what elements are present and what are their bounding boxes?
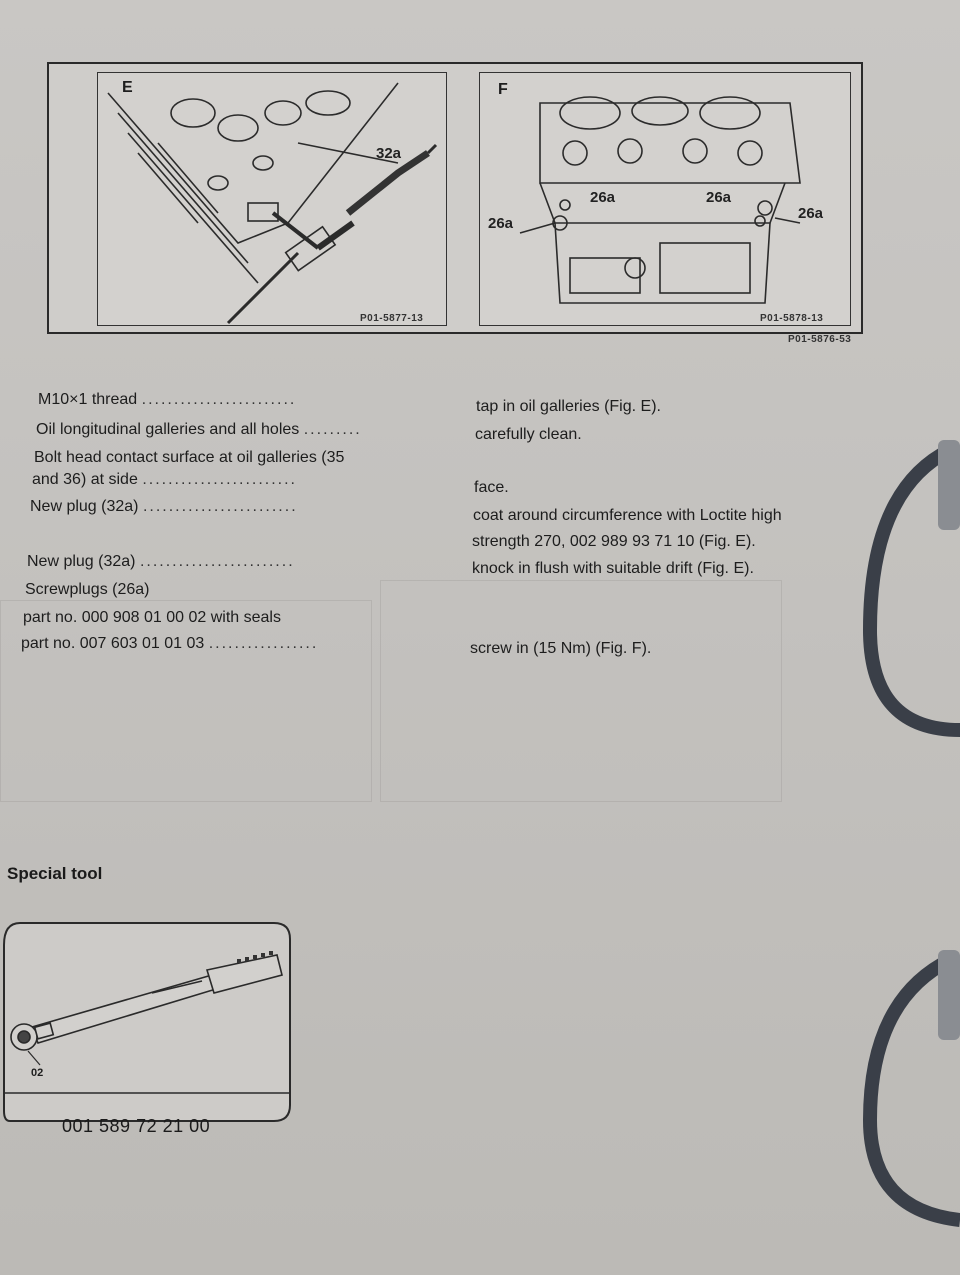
procedure-instruction: strength 270, 002 989 93 71 10 (Fig. E). [472, 533, 756, 550]
torque-wrench-icon [2, 915, 292, 1140]
procedure-instruction: face. [474, 479, 509, 496]
callout-label: 26a [706, 189, 732, 206]
procedure-instruction: carefully clean. [475, 426, 582, 443]
procedure-item: Bolt head contact surface at oil galleries (35 [34, 449, 345, 466]
ghost-figure-left [0, 600, 372, 802]
procedure-item: Screwplugs (26a) [25, 581, 150, 598]
procedure-item: part no. 000 908 01 00 02 with seals [23, 609, 281, 626]
callout-label: 26a [590, 189, 616, 206]
procedure-instruction: knock in flush with suitable drift (Fig. E). [472, 560, 754, 577]
cylinder-head-oil-gallery-drawing [98, 73, 446, 325]
figure-code-secondary: P01-5876-53 [788, 334, 852, 345]
ghost-figure-right [380, 580, 782, 802]
binder-ring-icon [850, 940, 960, 1270]
figure-letter: E [122, 79, 133, 96]
special-tool-box [2, 915, 292, 1140]
figure-panel [47, 62, 863, 334]
procedure-item: Oil longitudinal galleries and all holes ......... [36, 421, 362, 438]
procedure-item: New plug (32a) ........................ [30, 498, 298, 515]
special-tool-heading: Special tool [7, 864, 103, 883]
tool-part-number: 001 589 72 21 00 [62, 1116, 211, 1136]
figure-code: P01-5878-13 [760, 313, 824, 324]
callout-label: 32a [376, 145, 402, 162]
binder-ring-icon [850, 430, 960, 830]
figure-letter: F [498, 81, 508, 98]
figure-code: P01-5877-13 [360, 313, 424, 324]
callout-label: 26a [488, 215, 514, 232]
callout-label: 26a [798, 205, 824, 222]
procedure-instruction: coat around circumference with Loctite high [473, 507, 782, 524]
figure-e [97, 72, 447, 326]
procedure-instruction: tap in oil galleries (Fig. E). [476, 398, 661, 415]
procedure-item: and 36) at side ........................ [32, 471, 297, 488]
procedure-item: M10×1 thread ........................ [38, 391, 297, 408]
figure-f [479, 72, 851, 326]
cylinder-head-screwplug-drawing [480, 73, 850, 325]
procedure-item: New plug (32a) ........................ [27, 553, 295, 570]
procedure-item: part no. 007 603 01 01 03 ................. [21, 635, 319, 652]
procedure-instruction: screw in (15 Nm) (Fig. F). [470, 640, 652, 657]
tool-callout: 02 [31, 1067, 44, 1079]
